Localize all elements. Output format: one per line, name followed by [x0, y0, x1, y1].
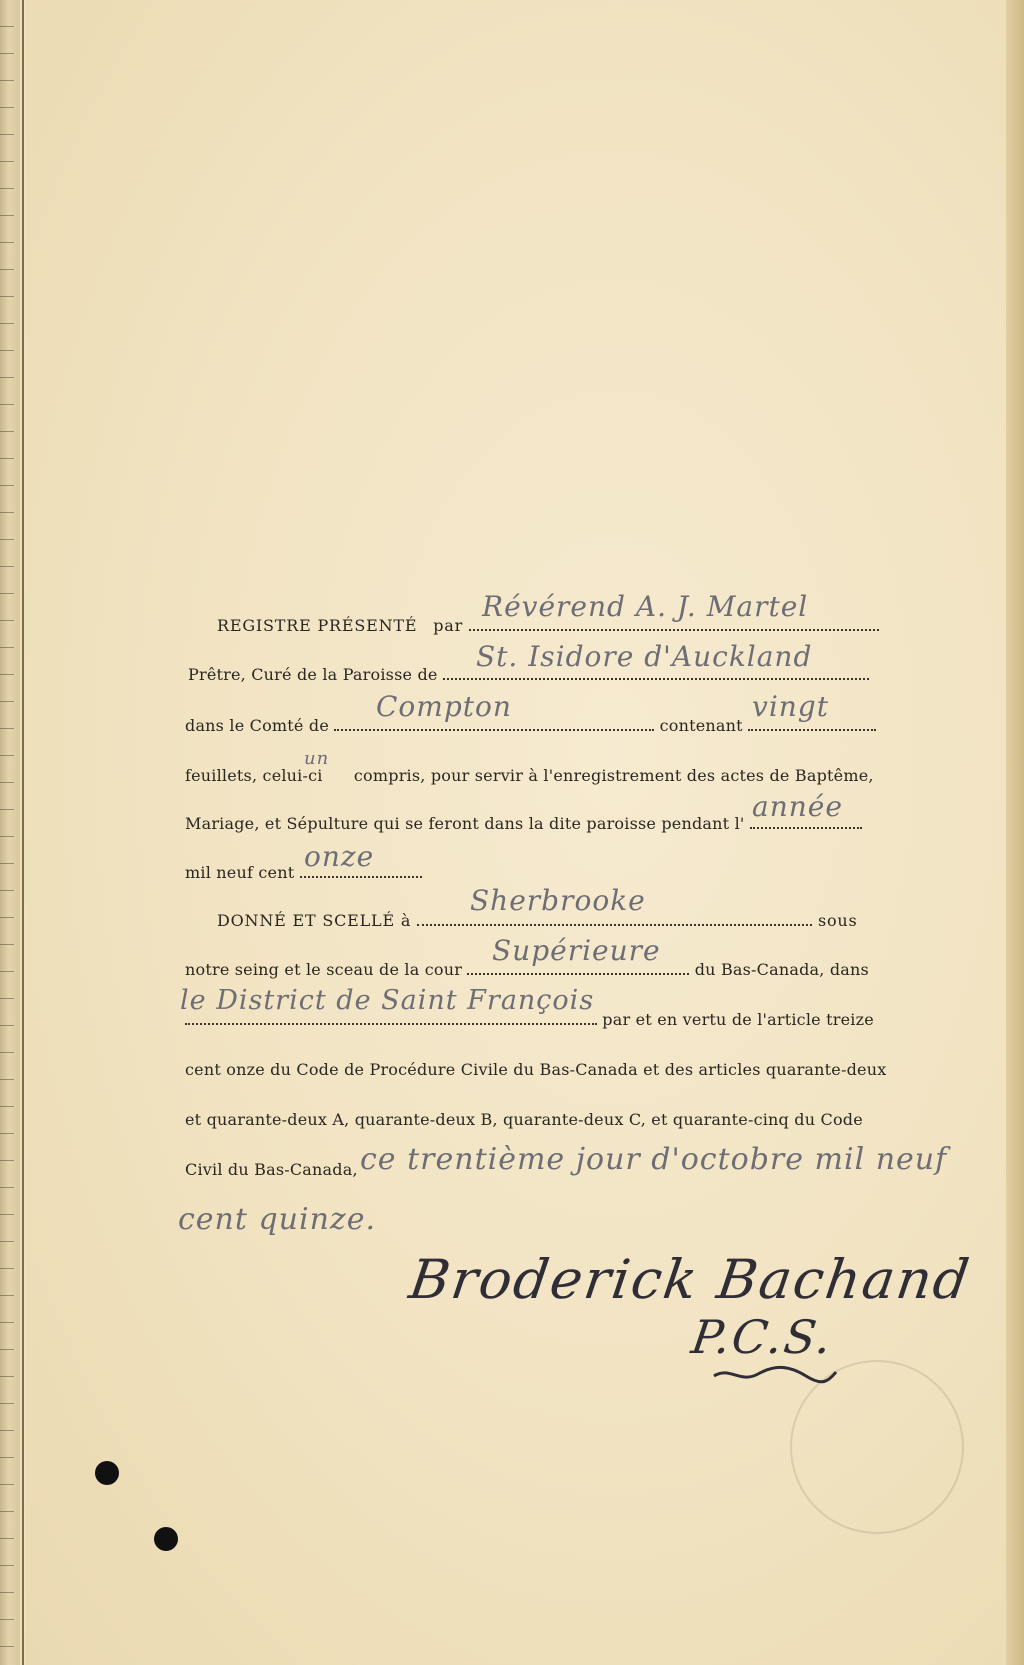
registre-presente-label: REGISTRE PRÉSENTÉ	[217, 616, 418, 635]
binding-stitches	[0, 0, 14, 1665]
sous-label: sous	[817, 911, 858, 930]
form-line-12: Civil du Bas-Canada,	[185, 1160, 358, 1179]
district-handwritten: le District de Saint François	[180, 985, 595, 1016]
court-handwritten: Supérieure	[492, 934, 661, 967]
compris-label: compris, pour servir à l'enregistrement des actes de Baptême,	[353, 766, 874, 785]
article-treize-label: par et en vertu de l'article treize	[602, 1010, 874, 1029]
donne-scelle-label: DONNÉ ET SCELLÉ à	[217, 911, 412, 930]
binding-edge	[22, 0, 24, 1665]
sheets-handwritten: vingt	[752, 690, 829, 723]
feuillets-label: feuillets, celui-ci	[185, 766, 323, 785]
form-line-4	[185, 766, 874, 785]
faded-seal	[790, 1360, 964, 1534]
par-label: par	[433, 616, 464, 635]
presenter-handwritten: Révérend A. J. Martel	[482, 590, 809, 623]
mariage-label: Mariage, et Sépulture qui se feront dans la dite paroisse pendant l'	[185, 814, 745, 833]
form-line-10: cent onze du Code de Procédure Civile du Bas-Canada et des articles quarante-deux	[185, 1060, 887, 1079]
punch-hole-upper	[95, 1461, 119, 1485]
cure-paroisse-label: Prêtre, Curé de la Paroisse de	[188, 665, 438, 684]
parish-handwritten: St. Isidore d'Auckland	[476, 640, 813, 673]
correction-handwritten: un	[304, 748, 330, 769]
seing-label: notre seing et le sceau de la cour	[185, 960, 463, 979]
date-handwritten-line-2: cent quinze.	[178, 1202, 377, 1237]
year-handwritten: onze	[304, 840, 375, 873]
contenant-label: contenant	[659, 716, 743, 735]
period-handwritten: année	[752, 790, 843, 823]
comte-label: dans le Comté de	[185, 716, 329, 735]
mil-neuf-cent-label: mil neuf cent	[185, 863, 295, 882]
signature: Broderick Bachand	[405, 1248, 975, 1311]
signature-flourish	[710, 1362, 840, 1386]
form-line-11: et quarante-deux A, quarante-deux B, quarante-deux C, et quarante-cinq du Code	[185, 1110, 863, 1129]
page-right-edge	[1006, 0, 1024, 1665]
date-handwritten-line-1: ce trentième jour d'octobre mil neuf	[360, 1142, 948, 1177]
bas-canada-label: du Bas-Canada, dans	[694, 960, 869, 979]
punch-hole-lower	[154, 1527, 178, 1551]
place-handwritten: Sherbrooke	[470, 884, 646, 917]
signature-title: P.C.S.	[688, 1310, 837, 1364]
county-handwritten: Compton	[376, 690, 512, 723]
